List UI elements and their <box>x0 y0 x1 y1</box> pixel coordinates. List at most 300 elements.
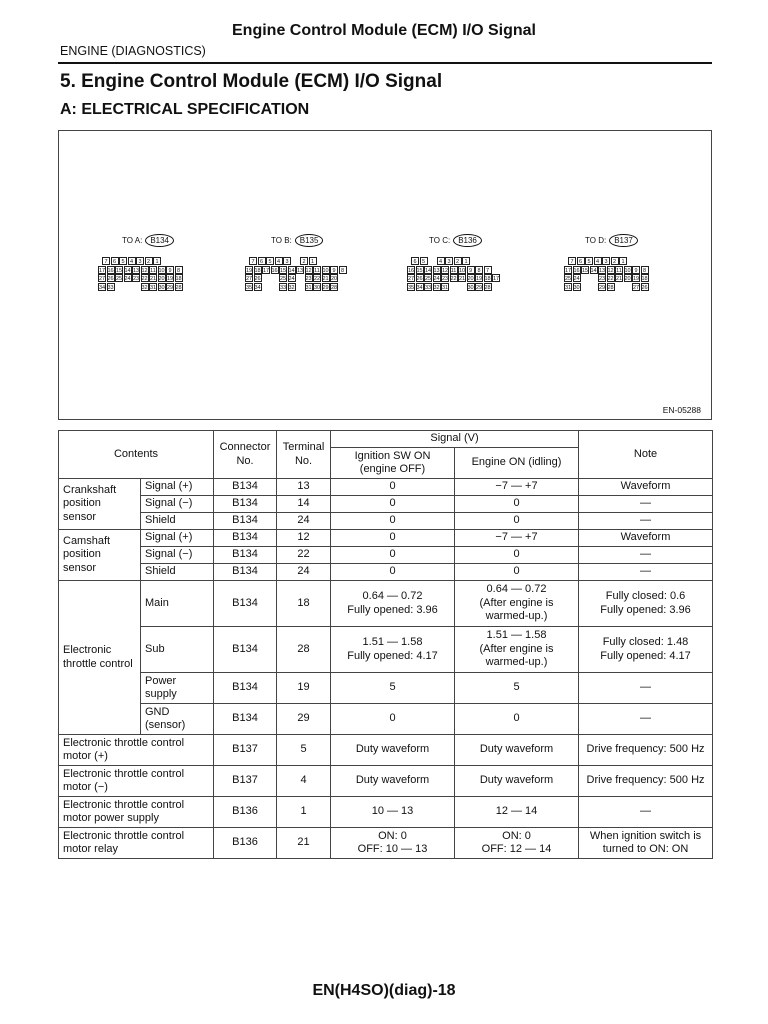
pin-cell: 21 <box>322 276 329 282</box>
cell-note: — <box>579 704 713 735</box>
header-contents: Contents <box>59 431 214 479</box>
cell-note: Drive frequency: 500 Hz <box>579 735 713 766</box>
pin-cell: 27 <box>633 284 640 291</box>
cell-terminal: 12 <box>277 530 331 547</box>
pin-cell: 15 <box>582 267 589 274</box>
connector-a-id: B134 <box>145 234 174 247</box>
pin-cell: 7 <box>484 266 492 274</box>
pin-cell: 13 <box>599 267 606 274</box>
pin-row <box>98 274 183 283</box>
cell-note <box>579 627 713 673</box>
pin-cell: 8 <box>641 266 649 274</box>
pin-row <box>568 257 649 266</box>
table-row <box>59 530 713 547</box>
pin-cell: 27 <box>246 276 253 282</box>
connector-d-id: B137 <box>609 234 638 247</box>
cell-engine: 0 <box>455 496 579 513</box>
pin-cell: 4 <box>128 257 136 265</box>
cell-sub: Main <box>141 581 214 627</box>
pin-gap <box>262 274 270 282</box>
pin-cell: 30 <box>467 284 474 291</box>
pin-cell: 9 <box>166 266 174 274</box>
pin-cell: 33 <box>425 284 432 291</box>
pin-row <box>98 283 183 292</box>
cell-connector: B134 <box>214 704 277 735</box>
pin-cell: 22 <box>314 276 321 282</box>
pin-row <box>564 283 649 292</box>
cell-engine: Duty waveform <box>455 766 579 797</box>
cell-note: — <box>579 797 713 828</box>
cell-connector: B134 <box>214 627 277 673</box>
pin-cell: 9 <box>330 266 338 274</box>
header-note: Note <box>579 431 713 479</box>
page-footer: EN(H4SO)(diag)-18 <box>312 982 456 999</box>
pin-cell: 30 <box>573 284 580 291</box>
figure-code: EN-05288 <box>662 405 701 415</box>
pin-cell: 20 <box>467 276 474 282</box>
pin-cell: 19 <box>476 276 483 282</box>
cell-line: Fully closed: 0.6 <box>605 590 686 602</box>
pin-cell: 6 <box>411 257 419 265</box>
pin-cell: 32 <box>288 284 295 291</box>
connector-b-pins <box>245 257 347 291</box>
pin-cell: 1 <box>309 257 317 265</box>
pin-cell: 15 <box>280 267 287 274</box>
pin-cell: 26 <box>416 276 423 282</box>
pin-row <box>564 274 649 283</box>
pin-cell: 11 <box>450 267 457 274</box>
pin-cell: 14 <box>124 267 131 274</box>
header-signal: Signal (V) <box>331 431 579 448</box>
cell-ignition: Duty waveform <box>331 766 455 797</box>
cell-connector: B134 <box>214 564 277 581</box>
pin-cell: 17 <box>263 267 270 274</box>
group-camshaft: Camshaft position sensor <box>59 530 141 581</box>
pin-cell: 30 <box>158 284 165 291</box>
pin-cell: 18 <box>254 267 261 274</box>
pin-cell: 16 <box>271 267 278 274</box>
connector-c-pins <box>407 257 501 291</box>
pin-cell: 16 <box>573 267 580 274</box>
pin-cell: 33 <box>280 284 287 291</box>
cell-ignition <box>331 627 455 673</box>
table-row <box>59 564 713 581</box>
pin-gap <box>590 274 598 282</box>
cell-line: Fully closed: 1.48 <box>602 636 689 648</box>
cell-terminal: 19 <box>277 673 331 704</box>
cell-line: Fully opened: 3.96 <box>347 603 438 616</box>
cell-ignition: 5 <box>331 673 455 704</box>
pin-cell: 4 <box>275 257 283 265</box>
pin-gap <box>581 274 589 282</box>
connector-b-to: TO B: <box>271 236 292 245</box>
table-row <box>59 479 713 496</box>
pin-gap <box>292 257 300 265</box>
pin-cell: 31 <box>150 284 157 291</box>
connector-d-label <box>585 234 638 247</box>
pin-row <box>98 266 183 275</box>
cell-engine: 12 — 14 <box>455 797 579 828</box>
cell-ignition: 10 — 13 <box>331 797 455 828</box>
cell-connector: B137 <box>214 735 277 766</box>
pin-cell: 28 <box>331 284 338 291</box>
cell-line: When ignition switch is <box>589 829 702 842</box>
pin-cell: 29 <box>599 284 606 291</box>
pin-cell: 22 <box>141 276 148 282</box>
pin-cell: 21 <box>150 276 157 282</box>
cell-connector: B136 <box>214 797 277 828</box>
pin-cell: 21 <box>616 276 623 282</box>
cell-connector: B134 <box>214 581 277 627</box>
pin-row <box>245 283 347 292</box>
pin-cell: 20 <box>624 276 631 282</box>
cell-note <box>579 581 713 627</box>
pin-gap <box>271 274 279 282</box>
cell-name: Electronic throttle control motor (−) <box>59 766 214 797</box>
cell-ignition <box>331 828 455 859</box>
connector-figure <box>58 130 712 420</box>
cell-connector: B134 <box>214 479 277 496</box>
pin-cell: 10 <box>158 267 165 274</box>
pin-cell: 4 <box>594 257 602 265</box>
cell-line: ON: 0 <box>502 829 531 842</box>
cell-terminal: 22 <box>277 547 331 564</box>
cell-terminal: 1 <box>277 797 331 828</box>
pin-cell: 14 <box>425 267 432 274</box>
pin-cell: 32 <box>433 284 440 291</box>
cell-terminal: 24 <box>277 564 331 581</box>
cell-ignition: 0 <box>331 513 455 530</box>
cell-ignition: 0 <box>331 564 455 581</box>
header-connector: Connector No. <box>214 431 277 479</box>
cell-line: (After engine is <box>479 596 554 609</box>
pin-cell: 22 <box>450 276 457 282</box>
cell-terminal: 14 <box>277 496 331 513</box>
table-row <box>59 766 713 797</box>
pin-gap <box>428 257 436 265</box>
pin-cell: 18 <box>484 276 491 282</box>
cell-line: turned to ON: ON <box>602 843 689 855</box>
pin-cell: 35 <box>408 284 415 291</box>
pin-cell: 11 <box>616 267 622 274</box>
cell-connector: B134 <box>214 547 277 564</box>
pin-gap <box>296 274 304 282</box>
pin-cell: 23 <box>133 276 140 282</box>
main-title: 5. Engine Control Module (ECM) I/O Signal <box>60 71 443 92</box>
pin-cell: 15 <box>116 267 123 274</box>
cell-engine <box>455 581 579 627</box>
pin-cell: 30 <box>314 284 321 291</box>
cell-connector: B134 <box>214 530 277 547</box>
cell-ignition: 0 <box>331 530 455 547</box>
table-row <box>59 673 713 704</box>
pin-cell: 13 <box>297 267 304 274</box>
pin-cell: 7 <box>249 257 257 265</box>
pin-cell: 31 <box>305 284 312 291</box>
header-rule <box>58 62 712 64</box>
cell-terminal: 28 <box>277 627 331 673</box>
cell-engine: 0 <box>455 704 579 735</box>
pin-cell: 15 <box>416 267 423 274</box>
pin-cell: 24 <box>124 276 131 282</box>
cell-terminal: 24 <box>277 513 331 530</box>
pin-cell: 9 <box>467 266 475 274</box>
pin-cell: 14 <box>288 267 295 274</box>
cell-terminal: 5 <box>277 735 331 766</box>
pin-gap <box>615 283 623 291</box>
pin-cell: 32 <box>141 284 148 291</box>
pin-row <box>245 266 347 275</box>
cell-note: — <box>579 496 713 513</box>
pin-cell: 29 <box>322 284 329 291</box>
pin-row <box>407 283 501 292</box>
page-header: Engine Control Module (ECM) I/O Signal <box>232 22 536 39</box>
cell-name: Electronic throttle control motor relay <box>59 828 214 859</box>
pin-cell: 17 <box>565 267 572 274</box>
cell-sub: Shield <box>141 564 214 581</box>
cell-ignition: 0 <box>331 496 455 513</box>
cell-note: Waveform <box>579 530 713 547</box>
cell-connector: B134 <box>214 673 277 704</box>
table-row <box>59 627 713 673</box>
cell-note: Waveform <box>579 479 713 496</box>
cell-line: Fully opened: 3.96 <box>600 603 691 616</box>
connector-a-label <box>122 234 174 247</box>
pin-cell: 16 <box>408 267 415 274</box>
pin-cell: 25 <box>565 276 572 282</box>
connector-a-to: TO A: <box>122 236 143 245</box>
cell-sub: Power supply <box>141 673 214 704</box>
cell-line: 1.51 — 1.58 <box>486 629 547 642</box>
pin-cell: 22 <box>607 276 614 282</box>
pin-cell: 16 <box>107 267 114 274</box>
pin-cell: 8 <box>475 266 483 274</box>
cell-note <box>579 828 713 859</box>
connector-b-label <box>271 234 323 247</box>
pin-cell: 28 <box>484 284 491 291</box>
pin-row <box>407 274 501 283</box>
cell-connector: B136 <box>214 828 277 859</box>
pin-cell: 10 <box>322 267 329 274</box>
pin-cell: 35 <box>246 284 253 291</box>
table-row <box>59 547 713 564</box>
table-row <box>59 496 713 513</box>
cell-engine <box>455 627 579 673</box>
cell-ignition: 0 <box>331 547 455 564</box>
cell-note: — <box>579 513 713 530</box>
pin-cell: 1 <box>153 257 161 265</box>
pin-cell: 34 <box>416 284 423 291</box>
pin-cell: 26 <box>641 284 648 291</box>
cell-connector: B134 <box>214 513 277 530</box>
pin-gap <box>458 283 466 291</box>
pin-row <box>407 266 501 275</box>
cell-note: Drive frequency: 500 Hz <box>579 766 713 797</box>
cell-ignition: 0 <box>331 479 455 496</box>
cell-engine: −7 — +7 <box>455 530 579 547</box>
header-ignition: Ignition SW ON (engine OFF) <box>331 448 455 479</box>
connector-c-label <box>429 234 482 247</box>
pin-cell: 31 <box>442 284 449 291</box>
cell-engine: 0 <box>455 547 579 564</box>
pin-cell: 21 <box>459 276 466 282</box>
pin-gap <box>262 283 270 291</box>
pin-cell: 1 <box>619 257 627 265</box>
cell-note: — <box>579 564 713 581</box>
pin-cell: 10 <box>624 267 631 274</box>
cell-line: Fully opened: 4.17 <box>347 649 438 662</box>
cell-ignition: Duty waveform <box>331 735 455 766</box>
cell-note: — <box>579 673 713 704</box>
pin-cell: 13 <box>133 267 140 274</box>
cell-sub: Signal (+) <box>141 530 214 547</box>
cell-ignition: 0 <box>331 704 455 735</box>
connector-c-id: B136 <box>453 234 482 247</box>
cell-connector: B134 <box>214 496 277 513</box>
cell-sub: Shield <box>141 513 214 530</box>
pin-cell: 29 <box>476 284 483 291</box>
pin-cell: 24 <box>573 276 580 282</box>
cell-sub: GND (sensor) <box>141 704 214 735</box>
cell-terminal: 4 <box>277 766 331 797</box>
group-crankshaft: Crankshaft position sensor <box>59 479 141 530</box>
pin-cell: 6 <box>258 257 266 265</box>
pin-cell: 25 <box>280 276 287 282</box>
pin-cell: 27 <box>408 276 415 282</box>
pin-cell: 28 <box>607 284 614 291</box>
cell-engine: 0 <box>455 564 579 581</box>
pin-gap <box>296 283 304 291</box>
group-throttle: Electronic throttle control <box>59 581 141 735</box>
cell-engine: −7 — +7 <box>455 479 579 496</box>
pin-gap <box>271 283 279 291</box>
pin-cell: 12 <box>305 267 312 274</box>
pin-cell: 26 <box>107 276 114 282</box>
pin-cell: 2 <box>145 257 153 265</box>
connector-a-pins <box>98 257 183 291</box>
pin-cell: 34 <box>254 284 261 291</box>
pin-cell: 12 <box>442 267 449 274</box>
pin-gap <box>581 283 589 291</box>
pin-cell: 19 <box>246 267 253 274</box>
pin-cell: 23 <box>442 276 449 282</box>
cell-name: Electronic throttle control motor power supply <box>59 797 214 828</box>
cell-line: OFF: 10 — 13 <box>357 843 428 855</box>
pin-cell: 7 <box>102 257 110 265</box>
header-engine-on: Engine ON (idling) <box>455 448 579 479</box>
pin-cell: 27 <box>99 276 106 282</box>
table-row <box>59 581 713 627</box>
cell-engine: Duty waveform <box>455 735 579 766</box>
pin-cell: 31 <box>565 284 572 291</box>
pin-cell: 7 <box>568 257 576 265</box>
cell-line: warmed-up.) <box>485 610 548 623</box>
pin-gap <box>132 283 140 291</box>
cell-connector: B137 <box>214 766 277 797</box>
pin-row <box>249 257 347 266</box>
pin-row <box>245 274 347 283</box>
pin-cell: 20 <box>331 276 338 282</box>
cell-sub: Signal (+) <box>141 479 214 496</box>
cell-engine: 0 <box>455 513 579 530</box>
pin-cell: 23 <box>599 276 606 282</box>
connector-d-to: TO D: <box>585 236 607 245</box>
cell-ignition <box>331 581 455 627</box>
pin-gap <box>115 283 123 291</box>
pin-row <box>564 266 649 275</box>
pin-row <box>411 257 501 266</box>
table-header-row <box>59 431 713 448</box>
pin-cell: 2 <box>611 257 619 265</box>
pin-cell: 4 <box>437 257 445 265</box>
pin-cell: 5 <box>420 257 428 265</box>
pin-cell: 12 <box>141 267 148 274</box>
pin-cell: 9 <box>632 266 640 274</box>
pin-cell: 26 <box>254 276 261 282</box>
cell-note: — <box>579 547 713 564</box>
cell-line: OFF: 12 — 14 <box>481 843 552 855</box>
pin-cell: 28 <box>175 284 182 291</box>
io-signal-table <box>58 430 713 859</box>
pin-cell: 6 <box>111 257 119 265</box>
pin-cell: 24 <box>433 276 440 282</box>
cell-line: Fully opened: 4.17 <box>600 649 691 662</box>
cell-terminal: 13 <box>277 479 331 496</box>
cell-line: ON: 0 <box>378 829 407 842</box>
cell-terminal: 18 <box>277 581 331 627</box>
pin-cell: 3 <box>283 257 291 265</box>
header-terminal: Terminal No. <box>277 431 331 479</box>
pin-gap <box>450 283 458 291</box>
pin-cell: 3 <box>136 257 144 265</box>
cell-line: (After engine is <box>479 642 554 655</box>
pin-cell: 5 <box>585 257 593 265</box>
pin-cell: 19 <box>167 276 174 282</box>
pin-cell: 19 <box>633 276 640 282</box>
connector-c-to: TO C: <box>429 236 451 245</box>
pin-cell: 11 <box>150 267 156 274</box>
pin-gap <box>624 283 632 291</box>
pin-cell: 14 <box>590 267 597 274</box>
table-row <box>59 828 713 859</box>
pin-cell: 25 <box>116 276 123 282</box>
pin-gap <box>590 283 598 291</box>
pin-cell: 13 <box>433 267 440 274</box>
cell-terminal: 29 <box>277 704 331 735</box>
cell-line: 0.64 — 0.72 <box>362 590 423 602</box>
table-row <box>59 797 713 828</box>
pin-cell: 3 <box>445 257 453 265</box>
pin-cell: 10 <box>459 267 466 274</box>
pin-cell: 8 <box>339 266 347 274</box>
pin-cell: 11 <box>314 267 320 274</box>
table-row <box>59 704 713 735</box>
pin-cell: 25 <box>425 276 432 282</box>
pin-cell: 23 <box>305 276 312 282</box>
pin-cell: 2 <box>454 257 462 265</box>
cell-line: warmed-up.) <box>485 656 548 669</box>
pin-cell: 18 <box>641 276 648 282</box>
pin-cell: 17 <box>99 267 106 274</box>
cell-terminal: 21 <box>277 828 331 859</box>
pin-cell: 17 <box>493 276 500 282</box>
cell-engine: 5 <box>455 673 579 704</box>
pin-cell: 12 <box>607 267 614 274</box>
pin-cell: 3 <box>602 257 610 265</box>
pin-gap <box>124 283 132 291</box>
cell-engine <box>455 828 579 859</box>
pin-cell: 8 <box>175 266 183 274</box>
